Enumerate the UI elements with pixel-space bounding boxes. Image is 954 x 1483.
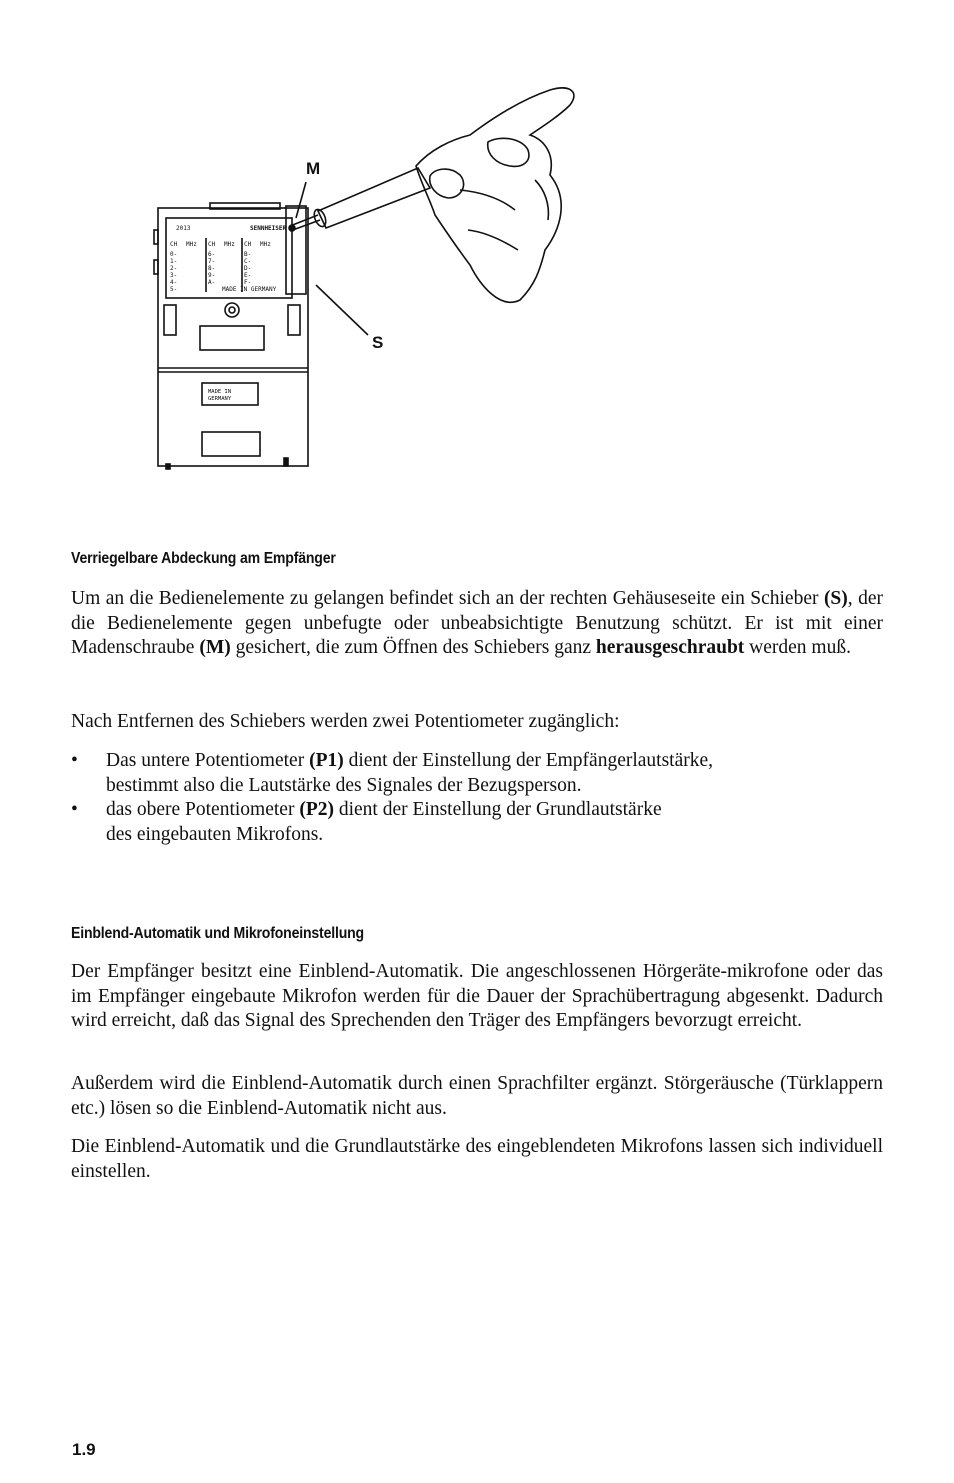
table-header-4: MHz	[224, 241, 235, 248]
text-run: werden muß.	[744, 637, 851, 658]
paragraph: Der Empfänger besitzt eine Einblend-Automatik. Die angeschlossenen Hörgeräte-mikrofone oder das im Empfänger eingebaute Mikrofon werden für die Dauer der Sprachübertragung abgesenkt. Dadurch wird erreicht, daß das Signal des Sprechenden den Träger des Empfängers bevorzugt erreicht.	[71, 961, 883, 1031]
text-run-bold: herausgeschraubt	[595, 637, 745, 658]
bullet-dot: •	[71, 750, 78, 771]
table-header-1: CH	[170, 241, 178, 248]
side-slider	[286, 206, 306, 294]
text-run: des eingebauten Mikrofons.	[106, 823, 324, 845]
table-cell: 4-	[170, 279, 178, 286]
bullet-list	[71, 749, 883, 847]
callout-s: S	[372, 333, 384, 352]
bullet-dot: •	[71, 799, 78, 820]
table-cell: F-	[244, 279, 252, 286]
table-cell: 2-	[170, 265, 178, 272]
set-screw	[289, 225, 295, 231]
text-run: das obere Potentiometer	[106, 799, 300, 820]
text-run-bold: (P2)	[299, 799, 334, 820]
page-number: 1.9	[72, 1440, 96, 1459]
table-header-3: CH	[208, 241, 216, 248]
section-heading: Einblend-Automatik und Mikrofoneinstellung	[71, 925, 364, 942]
callout-m: M	[306, 159, 321, 178]
text-run-bold: (P1)	[309, 750, 344, 771]
table-header-2: MHz	[186, 241, 197, 248]
text-run: , der die Bedienelemente gegen unbefugte oder unbeabsichtigte Benutzung schützt. Er ist mit einer Madenschraube	[71, 588, 883, 658]
table-header-5: CH	[244, 241, 252, 248]
table-cell: 7-	[208, 258, 216, 265]
text-run: dient der Einstellung der Empfängerlautstärke,	[343, 750, 714, 771]
paragraph	[71, 587, 883, 661]
text-run: bestimmt also die Lautstärke des Signales der Bezugsperson.	[106, 774, 582, 796]
table-cell: 3-	[170, 272, 178, 279]
device-model: 2013	[176, 225, 191, 232]
text-run-bold: (S)	[823, 588, 848, 609]
made-in-label-line1: MADE IN	[208, 389, 232, 395]
screwdriver-handle	[318, 168, 430, 228]
paragraph: Außerdem wird die Einblend-Automatik durch einen Sprachfilter ergänzt. Störgeräusche (Türklappern etc.) lösen so die Einblend-Automatik nicht aus.	[71, 1073, 883, 1119]
device-brand: SENNHEISER	[250, 225, 287, 232]
made-in-strip: MADE IN GERMANY	[222, 286, 277, 293]
text-run-bold: (M)	[199, 637, 231, 658]
knob	[225, 303, 239, 317]
receiver-illustration	[150, 80, 610, 480]
table-cell: 9-	[208, 272, 216, 279]
table-cell: 8-	[208, 265, 216, 272]
paragraph: Nach Entfernen des Schiebers werden zwei Potentiometer zugänglich:	[71, 711, 620, 732]
table-cell: 5-	[170, 286, 178, 293]
table-cell: E-	[244, 272, 252, 279]
bottom-window	[202, 432, 260, 456]
table-cell: A-	[208, 279, 216, 286]
text-run: Das untere Potentiometer	[106, 750, 310, 771]
text-run: dient der Einstellung der Grundlautstärke	[333, 799, 662, 820]
display-window	[200, 326, 264, 350]
table-cell: D-	[244, 265, 252, 272]
text-run: Um an die Bedienelemente zu gelangen befindet sich an der rechten Gehäuseseite ein Schieber	[71, 588, 824, 609]
text-run: gesichert, die zum Öffnen des Schiebers ganz	[230, 637, 596, 658]
table-cell: B-	[244, 251, 252, 258]
made-in-label-line2: GERMANY	[208, 396, 232, 402]
table-cell: C-	[244, 258, 252, 265]
paragraph: Die Einblend-Automatik und die Grundlautstärke des eingeblendeten Mikrofons lassen sich individuell einstellen.	[71, 1136, 883, 1182]
table-cell: 6-	[208, 251, 216, 258]
table-cell: 1-	[170, 258, 178, 265]
list-item	[71, 749, 883, 798]
section-heading: Verriegelbare Abdeckung am Empfänger	[71, 550, 336, 567]
table-header-6: MHz	[260, 241, 271, 248]
list-item	[71, 798, 883, 847]
table-cell: 0-	[170, 251, 178, 258]
